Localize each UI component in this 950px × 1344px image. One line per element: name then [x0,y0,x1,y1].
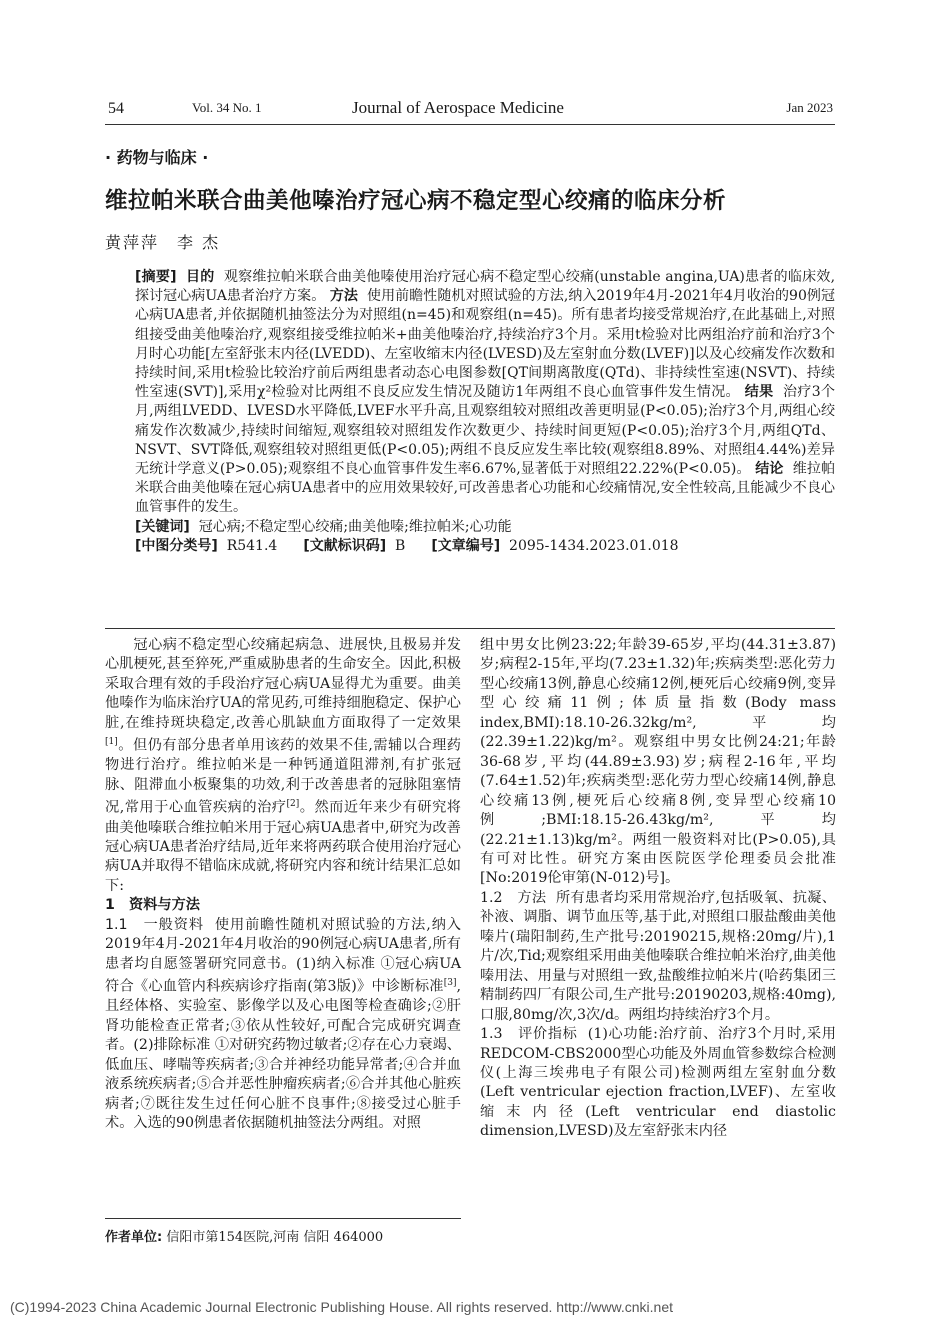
abstract-label: [摘要] [135,269,177,285]
citation-3: [3] [443,978,457,989]
article-title: 维拉帕米联合曲美他嗪治疗冠心病不稳定型心绞痛的临床分析 [105,188,727,214]
keywords-line [135,518,835,537]
issue-date: Jan 2023 [786,100,833,115]
intro-text-3: 。然而近年来少有研究将曲美他嗪联合维拉帕米用于冠心病UA患者中,研究为改善冠心病UA患者治疗结局,近年来将两药联合使用治疗冠心病UA并取得不错临床成就,将研究内容和统计结果汇总如下: [105,800,461,894]
abstract-divider [105,628,835,629]
method-label: 方法 [329,288,358,305]
running-header [105,98,833,122]
citation-1: [1] [105,737,118,748]
abstract-text [135,268,835,518]
general-info-continued: 组中男女比例23:22;年龄39-65岁,平均(44.31±3.87)岁;病程2-15年,平均(7.23±1.32)年;疾病类型:恶化劳力型心绞痛13例,静息心绞痛12例,梗死后心绞痛9例,变异型心绞痛11例;体质量指数(Body mass index,BMI):18.10-26.32kg/m²,平均(22.39±1.22)kg/m²。观察组中男女比例24:21;年龄36-68岁,平均(44.89±3.93)岁;病程2-16年,平均(7.64±1.52)年;疾病类型:恶化劳力型心绞痛14例,静息心绞痛13例,梗死后心绞痛8例,变异型心绞痛10例;BMI:18.15-26.43kg/m²,平均(22.21±1.13)kg/m²。两组一般资料对比(P>0.05),具有可对比性。研究方案由医院医学伦理委员会批准[No:2019伦审第(N-012)号]。 [480,637,836,887]
article-no-label: [文章编号] [431,537,501,554]
doc-code-value: B [395,537,406,554]
section-heading-1: 1 资料与方法 [105,897,200,914]
general-text-2: ,且经体格、实验室、影像学以及心电图等检查确诊;②肝肾功能检查正常者;③依从性较好,可配合完成研究调查者。(2)排除标准 ①对研究药物过敏者;②存在心力衰竭、低血压、哮喘等疾病者;③合并神经功能异常者;④合并血液系统疾病者;⑤合并恶性肿瘤疾病者;⑥合并其他心脏疾病者;⑦既往发生过任何心脏不良事件;⑧接受过心脏手术。入选的90例患者依据随机抽签法分两组。对照 [105,978,461,1132]
page-number: 54 [108,100,124,117]
footnote-divider [105,1218,461,1219]
journal-name: Journal of Aerospace Medicine [352,98,564,117]
doc-code-label: [文献标识码] [303,537,387,554]
conclusion-text: 维拉帕米联合曲美他嗪在冠心病UA患者中的应用效果较好,可改善患者心功能和心绞痛情况,安全性较高,且能减少不良心血管事件的发生。 [135,461,836,516]
volume-issue: Vol. 34 No. 1 [192,100,262,115]
section-tag: · 药物与临床 · [105,148,209,167]
intro-text-1: 冠心病不稳定型心绞痛起病急、进展快,且极易并发心肌梗死,甚至猝死,严重威胁患者的生命安全。因此,积极采取合理有效的手段治疗冠心病UA显得尤为重要。曲美他嗪作为临床治疗UA的常见药,可维持细胞稳定、保护心脏,在维持斑块稳定,改善心肌缺血方面取得了一定效果 [105,637,461,731]
header-divider [105,124,835,125]
purpose-text: 观察维拉帕米联合曲美他嗪使用治疗冠心病不稳定型心绞痛(unstable angina,UA)患者的临床效,探讨冠心病UA患者治疗方案。 [135,269,836,305]
keywords-text: 冠心病;不稳定型心绞痛;曲美他嗪;维拉帕米;心功能 [198,518,512,535]
classification-line [135,537,835,556]
purpose-label: 目的 [185,269,215,285]
evaluation-paragraph [480,1025,836,1142]
general-info-paragraph [105,916,461,1134]
author-affiliation [105,1226,383,1245]
subsection-heading-1-3: 1.3 评价指标 [480,1026,578,1043]
affiliation-label: 作者单位: [105,1230,163,1245]
body-right-column [480,636,836,1142]
result-text: 治疗3个月,两组LVEDD、LVESD水平降低,LVEF水平升高,且观察组较对照组改善更明显(P<0.05);治疗3个月,两组心绞痛发作次数减少,持续时间缩短,观察组较对照组发作次数更少、持续时间更短(P<0.05);治疗3个月,两组QTd、NSVT、SVT降低,观察组较对照组更低(P<0.05);两组不良反应发生率比较(观察组8.89%、对照组4.44%)差异无统计学意义(P>0.05);观察组不良心血管事件发生率6.67%,显著低于对照组22.22%(P<0.05)。 [135,384,835,478]
method-text: 使用前瞻性随机对照试验的方法,纳入2019年4月-2021年4月收治的90例冠心病UA患者,并依据随机抽签法分为对照组(n=45)和观察组(n=45)。所有患者均接受常规治疗,在此基础上,对照组接受曲美他嗪治疗,观察组接受维拉帕米+曲美他嗪治疗,持续治疗3个月。采用t检验对比两组治疗前和治疗3个月时心功能[左室舒张末内径(LVEDD)、左室收缩末内径(LVESD)及左室射血分数(LVEF)]以及心绞痛发作次数和持续时间,采用t检验比较治疗前后两组患者动态心电图参数[QT间期离散度(QTd)、非持续性室速(NSVT)、持续性室速(SVT)],采用χ²检验对比两组不良反应发生情况及随访1年两组不良心血管事件发生情况。 [135,288,835,401]
method-body-text: 所有患者均采用常规治疗,包括吸氧、抗凝、补液、调脂、调节血压等,基于此,对照组口服盐酸曲美他嗪片(瑞阳制药,生产批号:20190215,规格:20mg/片),1片/次,Tid;观察组采用曲美他嗪联合维拉帕米治疗,曲美他嗪用法、用量与对照组一致,盐酸维拉帕米片(哈药集团三精制药四厂有限公司,生产批号:20190203,规格:40mg),口服,80mg/次,3次/d。两组均持续治疗3个月。 [480,889,836,1023]
citation-2: [2] [286,799,300,810]
clc-value: R541.4 [226,537,278,554]
conclusion-label: 结论 [755,461,784,478]
result-label: 结果 [744,384,774,401]
copyright-watermark: (C)1994-2023 China Academic Journal Electronic Publishing House. All rights reserved. http://www.cnki.net [10,1299,673,1315]
abstract-block [135,268,835,556]
article-no-value: 2095-1434.2023.01.018 [509,537,679,554]
clc-label: [中图分类号] [135,537,218,554]
intro-paragraph [105,636,461,896]
affiliation-text: 信阳市第154医院,河南 信阳 464000 [166,1230,384,1245]
evaluation-body-text: (1)心功能:治疗前、治疗3个月时,采用REDCOM-CBS2000型心功能及外周血管参数综合检测仪(上海三埃弗电子有限公司)检测两组左室射血分数(Left ventricular ejection fraction,LVEF)、左室收缩末内径(Left ventricular end diastolic dimension,LVESD)及左室舒张末内径 [480,1026,836,1140]
body-left-column [105,636,461,1134]
subsection-heading-1-2: 1.2 方法 [480,889,547,906]
method-paragraph [480,889,836,1025]
intro-text-2: 。但仍有部分患者单用该药的效果不佳,需辅以合理药物进行治疗。维拉帕米是一种钙通道阻滞剂,有扩张冠脉、阻滞血小板聚集的功效,利于改善患者的冠脉阻塞情况,常用于心血管疾病的治疗 [105,738,461,817]
keywords-label: [关键词] [135,518,190,535]
subsection-heading-1-1: 1.1 一般资料 [105,916,204,933]
authors: 黄萍萍 李 杰 [105,233,221,252]
general-text-1: 使用前瞻性随机对照试验的方法,纳入2019年4月-2021年4月收治的90例冠心病UA患者,所有患者均自愿签署研究同意书。(1)纳入标准 ①冠心病UA符合《心血管内科疾病诊疗指南(第3版)》中诊断标准 [105,916,461,995]
